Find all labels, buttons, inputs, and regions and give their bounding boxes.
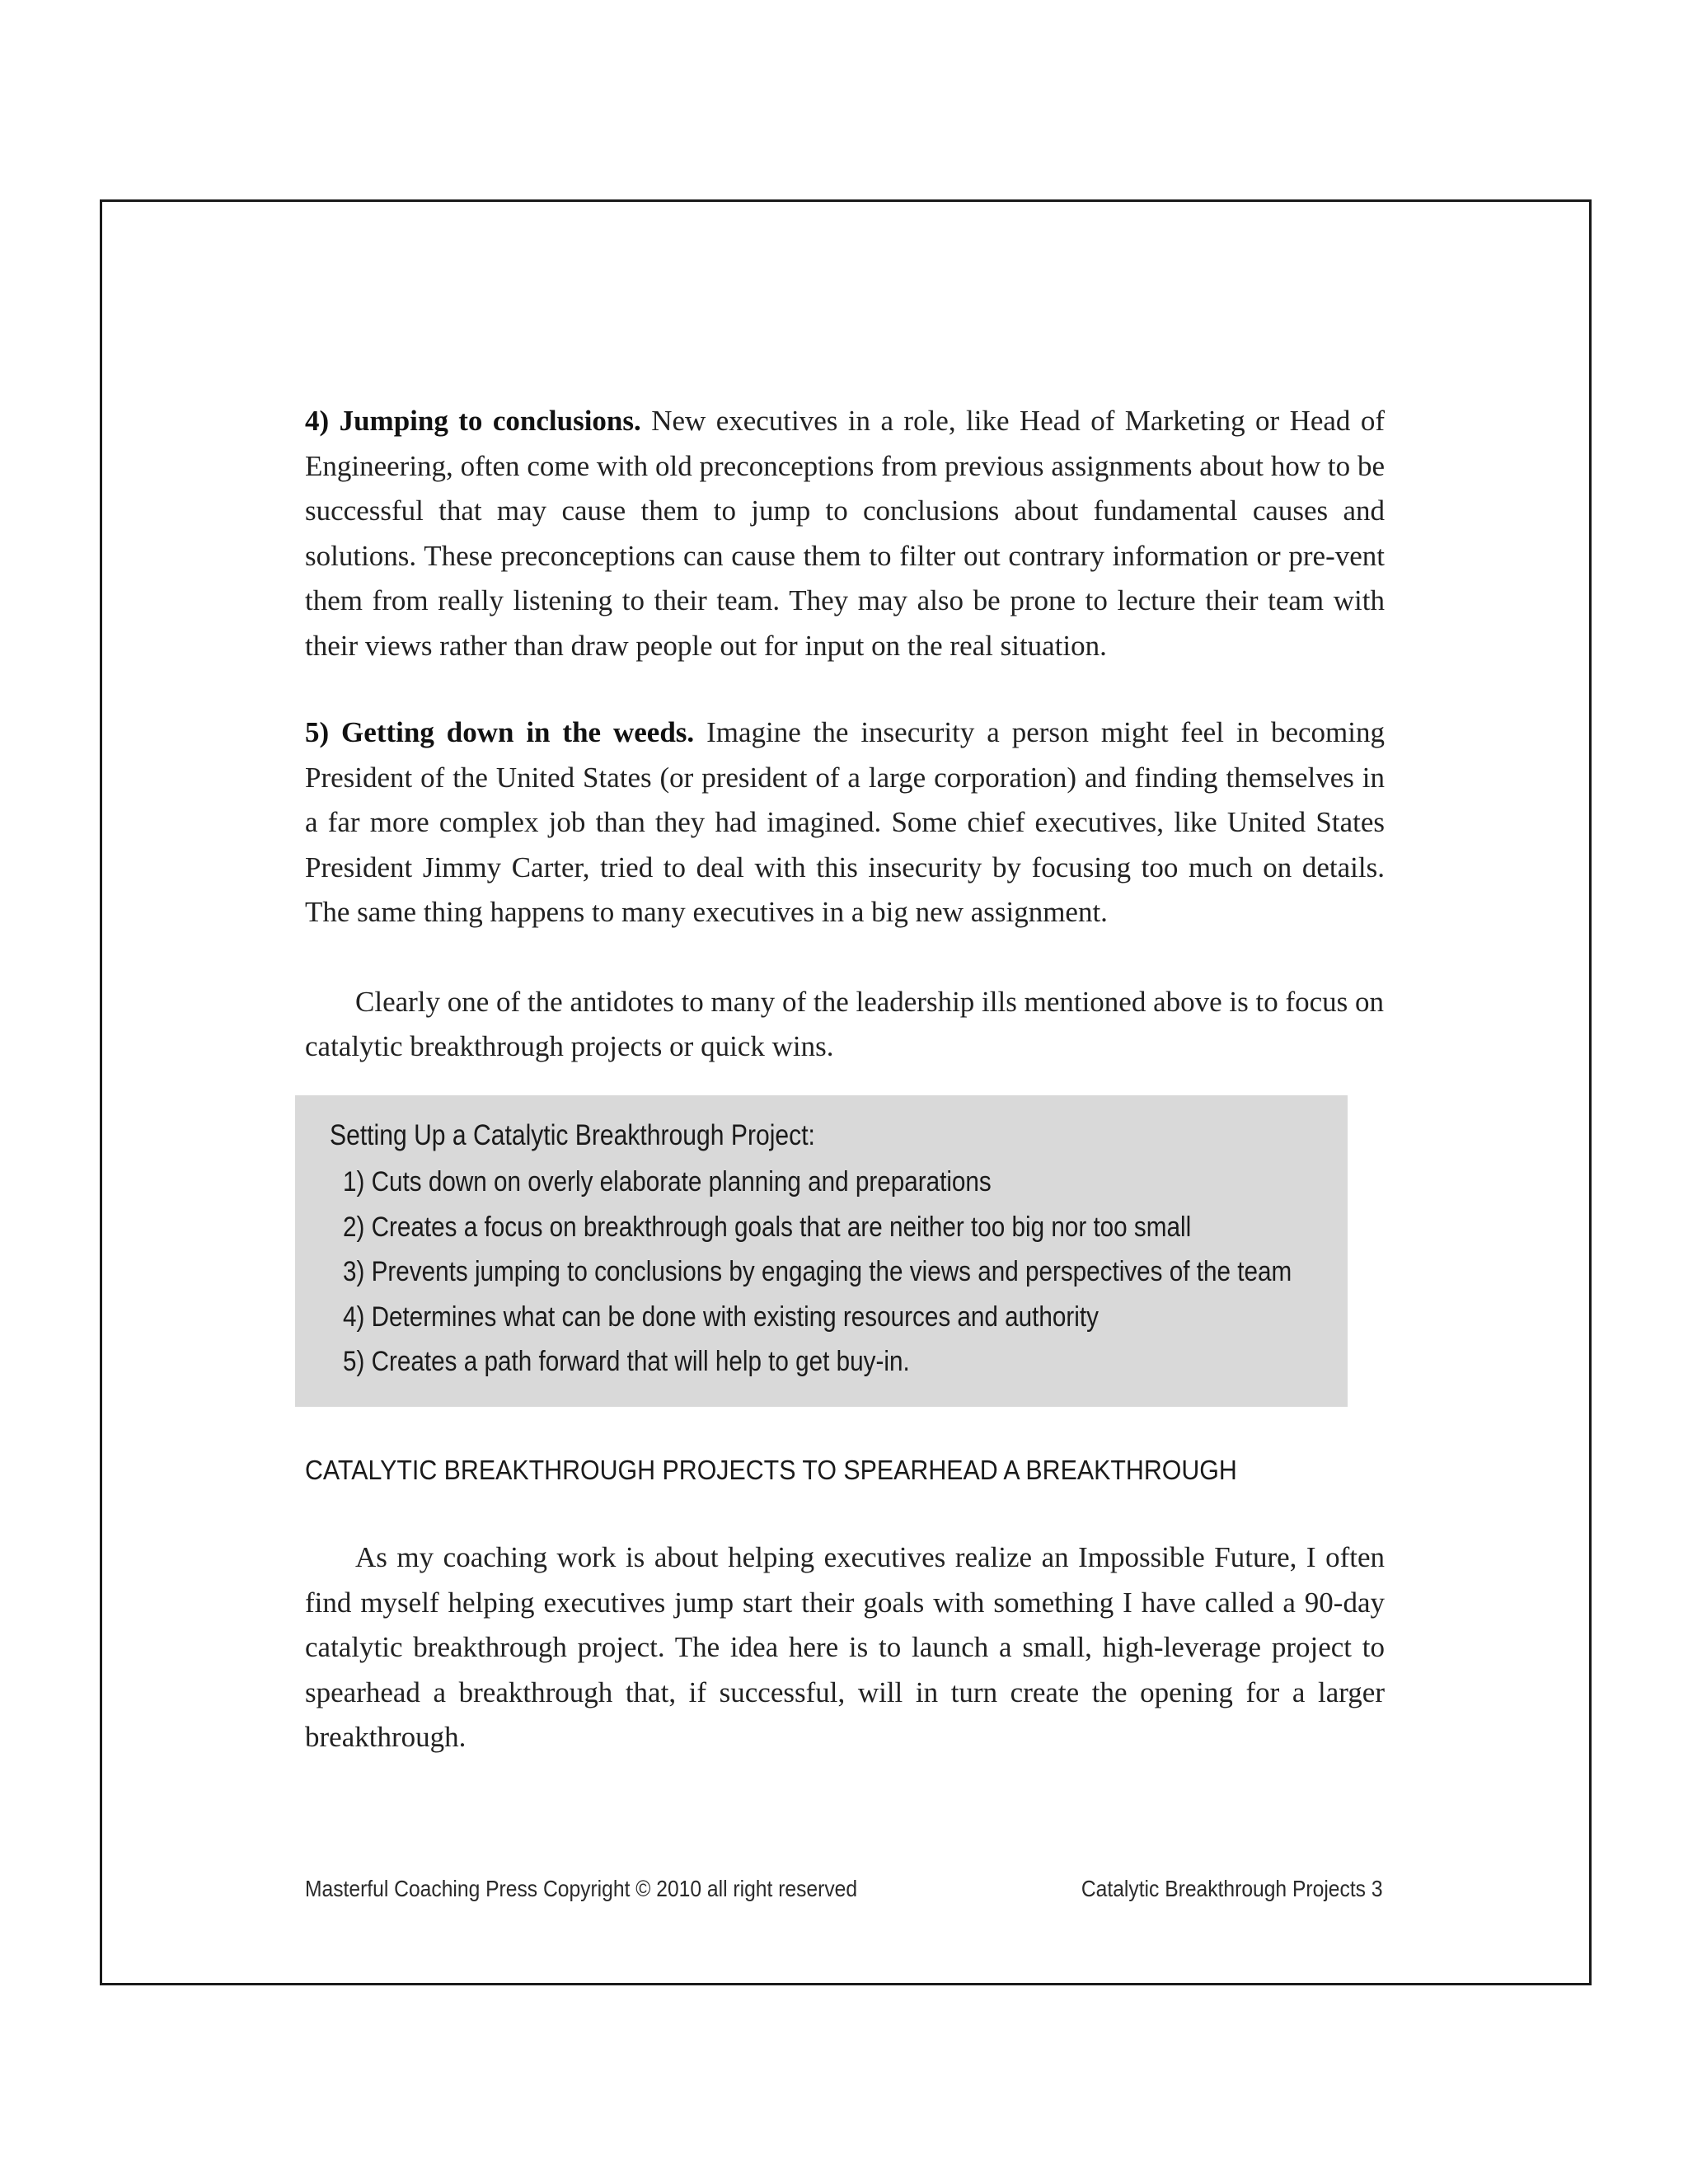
callout-list-item: 5) Creates a path forward that will help to get buy-in. <box>343 1346 910 1377</box>
section-heading: CATALYTIC BREAKTHROUGH PROJECTS TO SPEARHEAD A BREAKTHROUGH <box>305 1455 1237 1485</box>
page-body <box>305 399 1385 1070</box>
callout-list-item: 1) Cuts down on overly elaborate planning and preparations <box>343 1166 992 1197</box>
footer-page-label: Catalytic Breakthrough Projects 3 <box>1081 1876 1383 1901</box>
paragraph-lead: 4) Jumping to conclusions. <box>305 405 641 437</box>
callout-title: Setting Up a Catalytic Breakthrough Project: <box>330 1119 815 1151</box>
paragraph-jumping-to-conclusions <box>305 399 1385 668</box>
paragraph-text: New executives in a role, like Head of Marketing or Head of Engineering, often come with old preconceptions from previous assignments about how to be successful that may cause them to jump to conclusions about fundamental causes and solutions. These preconceptions can cause them to filter out contrary information or pre-vent them from really listening to their team. They may also be prone to lecture their team with their views rather than draw people out for input on the real situation. <box>305 405 1385 662</box>
paragraph-lead: 5) Getting down in the weeds. <box>305 716 695 748</box>
paragraph-antidote: Clearly one of the antidotes to many of the leadership ills mentioned above is to focus on catalytic breakthrough projects or quick wins. <box>305 985 1385 1062</box>
paragraph-text: Imagine the insecurity a person might feel in becoming President of the United States (or president of a large corporation) and finding themselves in a far more complex job than they had imagined. Some chief executives, like United States President Jimmy Carter, tried to deal with this insecurity by focusing too much on details. The same thing happens to many executives in a big new assignment. <box>305 716 1385 928</box>
section-body <box>305 1535 1385 1760</box>
callout-list-item: 4) Determines what can be done with existing resources and authority <box>343 1301 1099 1333</box>
paragraph-getting-down-in-the-weeds <box>305 710 1385 935</box>
callout-list-item: 3) Prevents jumping to conclusions by engaging the views and perspectives of the team <box>343 1256 1292 1287</box>
callout-box <box>295 1095 1348 1407</box>
callout-list-item: 2) Creates a focus on breakthrough goals that are neither too big nor too small <box>343 1211 1192 1243</box>
paragraph-section-body: As my coaching work is about helping executives realize an Impossible Future, I often find myself helping executives jump start their goals with something I have called a 90-day catalytic breakthrough project. The idea here is to launch a small, high-leverage project to spearhead a breakthrough that, if successful, will in turn create the opening for a larger breakthrough. <box>305 1541 1385 1753</box>
footer-copyright: Masterful Coaching Press Copyright © 2010 all right reserved <box>305 1876 858 1901</box>
